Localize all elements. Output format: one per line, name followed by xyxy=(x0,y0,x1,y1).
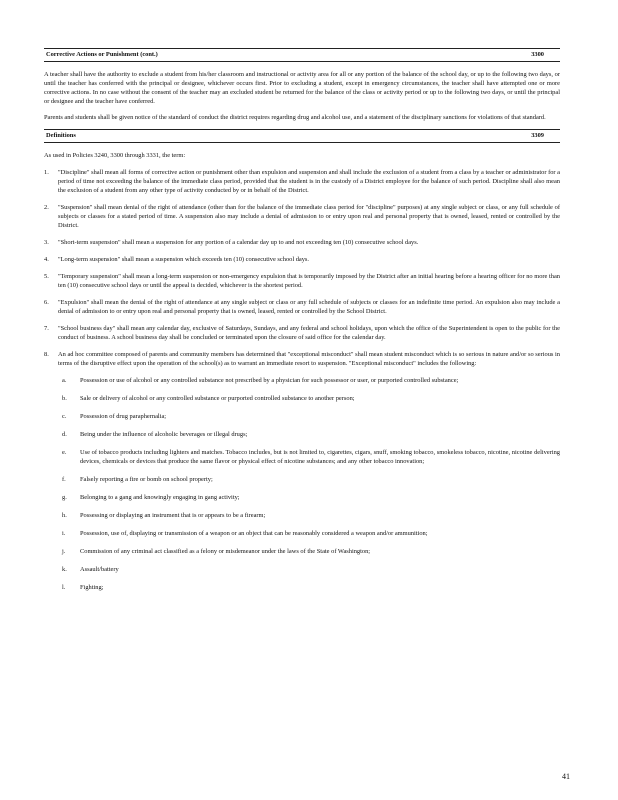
misconduct-item xyxy=(58,448,560,466)
item-letter: d. xyxy=(62,431,67,438)
misconduct-list xyxy=(58,376,560,592)
item-text: "Suspension" shall mean denial of the right of attendance (other than for the balance of the immediate class period for "discipline" purposes) at any single subject or class, or any full schedule of subjects or classes for a stated period of time. A suspension also may include a denial of admission to or entry upon real and personal property that is owned, leased, rented or controlled by the District. xyxy=(58,204,560,229)
item-text: Assault/battery xyxy=(80,566,119,573)
item-text: Possessing or displaying an instrument that is or appears to be a firearm; xyxy=(80,512,266,519)
misconduct-item xyxy=(58,529,560,538)
misconduct-item xyxy=(58,394,560,403)
item-letter: b. xyxy=(62,395,67,402)
section-title: Definitions xyxy=(46,132,76,139)
misconduct-item xyxy=(58,493,560,502)
item-number: 7. xyxy=(44,325,49,332)
item-text: Falsely reporting a fire or bomb on school property; xyxy=(80,476,213,483)
item-number: 1. xyxy=(44,169,49,176)
item-letter: j. xyxy=(62,548,66,555)
item-text: Commission of any criminal act classified as a felony or misdemeanor under the laws of the State of Washington; xyxy=(80,548,371,555)
definition-item xyxy=(44,255,560,264)
item-text: Use of tobacco products including lighters and matches. Tobacco includes, but is not limited to, cigarettes, cigars, snuff, smoking tobacco, smokeless tobacco, nicotine, nicotine delivering devices, chemicals or devices that produce the same flavor or physical effect of nicotine substances; and any other tobacco innovation; xyxy=(80,449,560,465)
misconduct-item xyxy=(58,475,560,484)
policy-code: 3309 xyxy=(531,132,544,139)
item-text: Belonging to a gang and knowingly engaging in gang activity; xyxy=(80,494,240,501)
item-letter: f. xyxy=(62,476,66,483)
item-number: 6. xyxy=(44,299,49,306)
misconduct-item xyxy=(58,547,560,556)
item-number: 2. xyxy=(44,204,49,211)
definition-item xyxy=(44,298,560,316)
definition-item xyxy=(44,238,560,247)
item-text: Being under the influence of alcoholic beverages or illegal drugs; xyxy=(80,431,248,438)
item-text: "Expulsion" shall mean the denial of the right of attendance at any single subject or class or any full schedule of subjects or classes for an indefinite time period. An expulsion also may include a denial of admission to or entry upon real and personal property that is owned, leased, rented or controlled by the School District. xyxy=(58,299,560,315)
item-letter: l. xyxy=(62,584,66,591)
item-text: Sale or delivery of alcohol or any controlled substance or purported controlled substance to another person; xyxy=(80,395,355,402)
policy-code: 3300 xyxy=(531,51,544,58)
definition-item xyxy=(44,203,560,230)
item-letter: i. xyxy=(62,530,66,537)
misconduct-item xyxy=(58,412,560,421)
section-header xyxy=(44,48,560,62)
definition-item xyxy=(44,324,560,342)
definition-item xyxy=(44,272,560,290)
item-text: "Long-term suspension" shall mean a suspension which exceeds ten (10) consecutive school days. xyxy=(58,256,310,263)
item-text: An ad hoc committee composed of parents and community members has determined that "exceptional misconduct" shall mean student misconduct which is so serious in nature and/or so serious in terms of the disruptive effect upon the operation of the school(s) as to warrant an immediate resort to suspension. "Exceptional misconduct" includes the following: xyxy=(58,351,560,367)
item-text: Fighting; xyxy=(80,584,104,591)
item-letter: k. xyxy=(62,566,67,573)
item-text: "School business day" shall mean any calendar day, exclusive of Saturdays, Sundays, and any federal and school holidays, upon which the office of the Superintendent is open to the public for the conduct of business. A school business day shall be concluded or terminated upon the closure of said office for the calendar day. xyxy=(58,325,560,341)
item-text: Possession or use of alcohol or any controlled substance not prescribed by a physician for such possessor or user, or purported controlled substance; xyxy=(80,377,459,384)
item-text: "Short-term suspension" shall mean a suspension for any portion of a calendar day up to and not exceeding ten (10) consecutive school days. xyxy=(58,239,419,246)
item-body xyxy=(58,350,560,601)
item-number: 5. xyxy=(44,273,49,280)
section-header xyxy=(44,129,560,143)
definition-item xyxy=(44,350,560,601)
item-text: Possession, use of, displaying or transmission of a weapon or an object that can be reasonably considered a weapon and/or ammunition; xyxy=(80,530,428,537)
item-text: Possession of drug paraphernalia; xyxy=(80,413,167,420)
misconduct-item xyxy=(58,511,560,520)
document-page xyxy=(44,48,560,609)
definition-item xyxy=(44,168,560,195)
item-text: "Discipline" shall mean all forms of corrective action or punishment other than expulsion and suspension and shall include the exclusion of a student from a class by a teacher or administrator for a period of time not exceeding the balance of the immediate class period, provided that the student is in the custody of a District employee for the balance of such period. Discipline shall also mean the exclusion of a student from any other type of activity conducted by or in behalf of the District. xyxy=(58,169,560,194)
paragraph: A teacher shall have the authority to exclude a student from his/her classroom and instructional or activity area for all or any portion of the balance of the school day, or up to the following two days, or until the teacher has conferred with the principal or designee, whichever occurs first. Prior to excluding a student, except in emergency circumstances, the teacher shall have attempted one or more corrective actions. In no case without the consent of the teacher may an excluded student be returned for the balance of the class or activity period or up to the following two days, or until the principal or designee and the teacher have conferred. xyxy=(44,71,560,105)
definitions-list xyxy=(44,168,560,601)
paragraph: Parents and students shall be given notice of the standard of conduct the district requires regarding drug and alcohol use, and a statement of the disciplinary sanctions for violations of that standard. xyxy=(44,114,546,121)
misconduct-item xyxy=(58,430,560,439)
intro-text: As used in Policies 3240, 3300 through 3331, the term: xyxy=(44,152,186,159)
misconduct-item xyxy=(58,565,560,574)
section-title: Corrective Actions or Punishment (cont.) xyxy=(46,51,158,58)
page-number: 41 xyxy=(562,772,570,781)
item-letter: h. xyxy=(62,512,67,519)
item-letter: c. xyxy=(62,413,67,420)
item-number: 8. xyxy=(44,351,49,358)
item-letter: e. xyxy=(62,449,67,456)
misconduct-item xyxy=(58,583,560,592)
item-letter: a. xyxy=(62,377,67,384)
item-text: "Temporary suspension" shall mean a long-term suspension or non-emergency expulsion that is temporarily imposed by the District after an initial hearing before a hearing officer for no more than ten (10) consecutive school days or until the appeal is decided, whichever is the shortest period. xyxy=(58,273,560,289)
misconduct-item xyxy=(58,376,560,385)
item-letter: g. xyxy=(62,494,67,501)
item-number: 3. xyxy=(44,239,49,246)
item-number: 4. xyxy=(44,256,49,263)
